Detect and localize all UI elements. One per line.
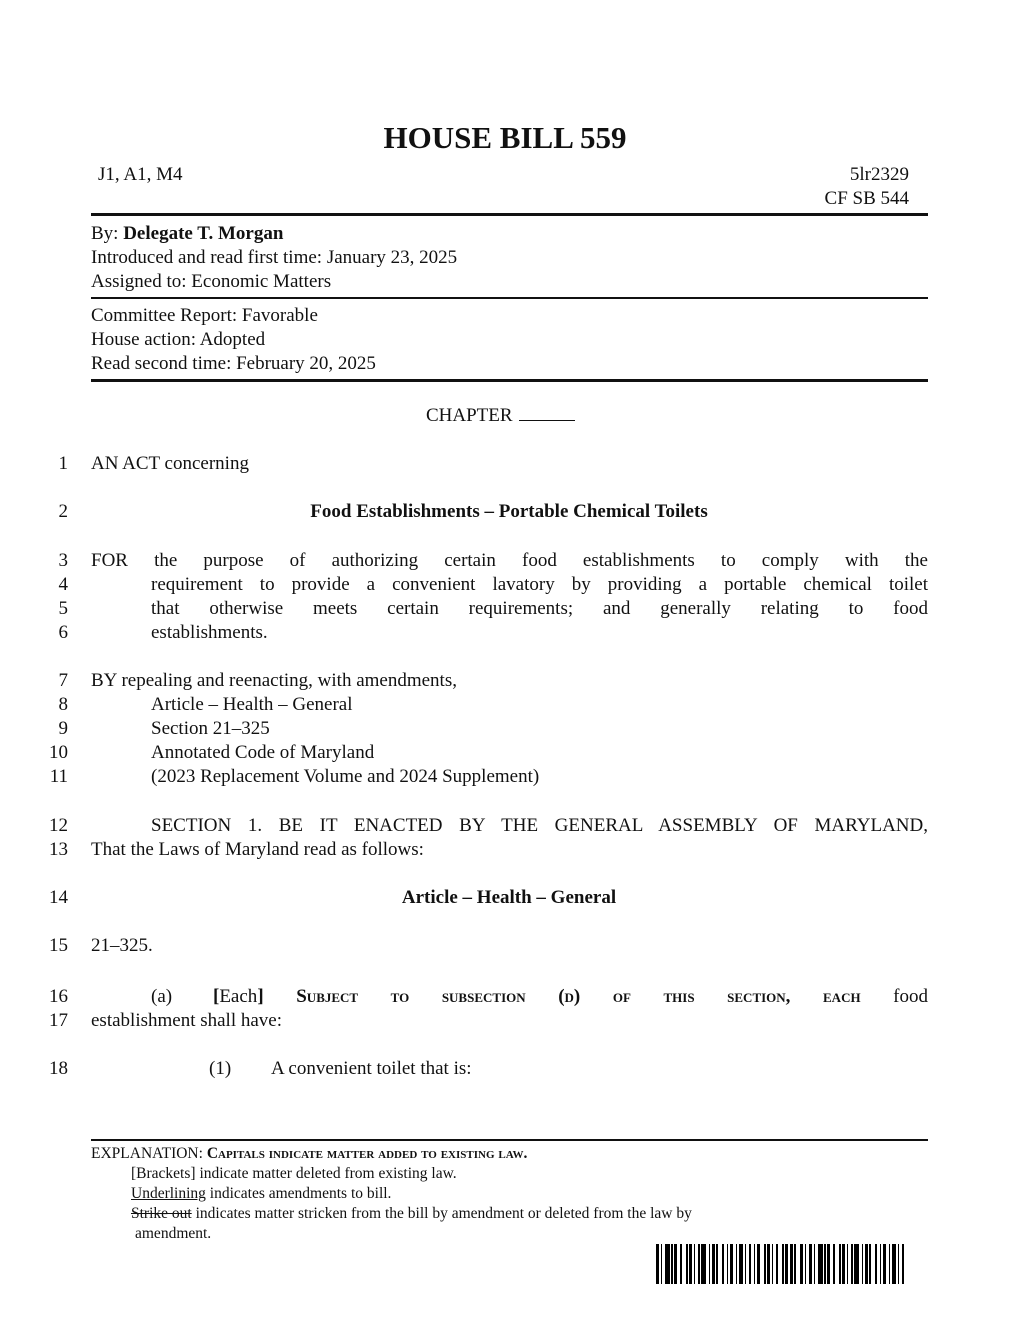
subsection-label: (a) — [151, 986, 173, 1007]
citation-line: Article – Health – General — [151, 694, 353, 715]
line-number: 18 — [49, 1058, 68, 1079]
introduced-date: Introduced and read first time: January 23, 2025 — [91, 247, 458, 268]
barcode-bar — [833, 1244, 835, 1284]
explanation-rule — [91, 1139, 928, 1141]
underlining-word: Underlining — [131, 1185, 206, 1202]
barcode-bar — [661, 1244, 663, 1284]
barcode-bar — [869, 1244, 871, 1284]
barcode-bar — [842, 1244, 845, 1284]
purpose-line: establishments. — [151, 622, 268, 643]
barcode-bar — [782, 1244, 784, 1284]
brackets-word: [Brackets] — [131, 1165, 196, 1182]
barcode-bar — [749, 1244, 751, 1284]
barcode-bar — [880, 1244, 882, 1284]
line-number: 2 — [58, 501, 68, 522]
open-bracket: [ — [213, 986, 220, 1007]
act-concerning: AN ACT concerning — [91, 453, 249, 474]
bill-subject-title: Food Establishments – Portable Chemical Toilets — [310, 501, 708, 522]
sponsor-name: Delegate T. Morgan — [123, 223, 284, 244]
item-label: (1) — [209, 1058, 232, 1079]
barcode-bar — [827, 1244, 830, 1284]
barcode — [656, 1244, 904, 1284]
barcode-bar — [851, 1244, 853, 1284]
explanation-label: EXPLANATION: — [91, 1145, 203, 1162]
chapter-blank — [519, 404, 575, 421]
line-number: 12 — [49, 815, 68, 836]
line-number: 17 — [49, 1010, 68, 1031]
barcode-bar — [818, 1244, 823, 1284]
barcode-bar — [694, 1244, 696, 1284]
explanation-line — [91, 1144, 527, 1164]
line-number: 6 — [58, 622, 68, 643]
barcode-bar — [686, 1244, 688, 1284]
barcode-bar — [709, 1244, 711, 1284]
sponsor-rule — [91, 297, 928, 299]
barcode-bar — [754, 1244, 756, 1284]
barcode-bar — [814, 1244, 816, 1284]
barcode-bar — [824, 1244, 826, 1284]
subsection-a-line — [213, 985, 928, 1009]
capitals-note: Capitals indicate matter added to existing law. — [206, 1145, 528, 1162]
brackets-note — [131, 1164, 457, 1184]
barcode-bar — [772, 1244, 774, 1284]
barcode-bar — [757, 1244, 760, 1284]
brackets-text: indicate matter deleted from existing law. — [199, 1165, 457, 1182]
by-label: By: — [91, 223, 119, 244]
purpose-line: requirement to provide a convenient lavatory by providing a portable chemical toilet — [151, 574, 928, 595]
barcode-bar — [736, 1244, 738, 1284]
barcode-bar — [865, 1244, 868, 1284]
line-number: 9 — [58, 718, 68, 739]
barcode-bar — [701, 1244, 706, 1284]
deleted-text: Each — [219, 986, 258, 1007]
barcode-bar — [847, 1244, 849, 1284]
barcode-bar — [776, 1244, 778, 1284]
underlining-text: indicates amendments to bill. — [209, 1185, 392, 1202]
barcode-bar — [898, 1244, 900, 1284]
barcode-bar — [839, 1244, 841, 1284]
barcode-bar — [689, 1244, 692, 1284]
barcode-bar — [674, 1244, 677, 1284]
line-number: 4 — [58, 574, 68, 595]
item-text: A convenient toilet that is: — [271, 1058, 472, 1079]
sponsor-line — [91, 222, 283, 246]
barcode-bar — [722, 1244, 724, 1284]
chapter-label: CHAPTER — [426, 405, 513, 426]
repeal-clause: BY repealing and reenacting, with amendments, — [91, 670, 457, 691]
barcode-bar — [790, 1244, 793, 1284]
barcode-bar — [745, 1244, 747, 1284]
barcode-bar — [730, 1244, 733, 1284]
barcode-bar — [854, 1244, 859, 1284]
chapter-line — [426, 404, 575, 428]
assigned-committee: Assigned to: Economic Matters — [91, 271, 332, 292]
barcode-bar — [862, 1244, 864, 1284]
line-number: 11 — [49, 766, 68, 787]
section-number: 21–325. — [91, 935, 153, 956]
citation-line: (2023 Replacement Volume and 2024 Supplement) — [151, 766, 540, 787]
line-number: 7 — [58, 670, 68, 691]
barcode-bar — [875, 1244, 877, 1284]
line-number: 14 — [49, 887, 68, 908]
barcode-bar — [680, 1244, 682, 1284]
barcode-bar — [805, 1244, 807, 1284]
barcode-bar — [889, 1244, 891, 1284]
line-number: 5 — [58, 598, 68, 619]
document-number: 5lr2329 — [849, 164, 909, 185]
strike-note-cont: amendment. — [135, 1225, 212, 1242]
line-number: 13 — [49, 839, 68, 860]
article-heading: Article – Health – General — [401, 887, 617, 908]
purpose-line: FOR the purpose of authorizing certain food establishments to comply with the — [91, 550, 928, 571]
barcode-bar — [671, 1244, 673, 1284]
enacting-clause: That the Laws of Maryland read as follows: — [91, 839, 424, 860]
barcode-bar — [902, 1244, 904, 1284]
barcode-bar — [892, 1244, 897, 1284]
barcode-bar — [665, 1244, 670, 1284]
second-reading: Read second time: February 20, 2025 — [91, 353, 376, 374]
barcode-bar — [800, 1244, 803, 1284]
subsection-a-line2: establishment shall have: — [91, 1010, 283, 1031]
committee-report: Committee Report: Favorable — [91, 305, 318, 326]
barcode-bar — [785, 1244, 788, 1284]
barcode-bar — [809, 1244, 812, 1284]
strike-text: indicates matter stricken from the bill by amendment or deleted from the law by — [195, 1205, 692, 1222]
barcode-bar — [767, 1244, 770, 1284]
barcode-bar — [716, 1244, 718, 1284]
line-number: 8 — [58, 694, 68, 715]
barcode-bar — [656, 1244, 659, 1284]
barcode-bar — [794, 1244, 796, 1284]
subject-codes: J1, A1, M4 — [98, 164, 183, 185]
barcode-bar — [712, 1244, 715, 1284]
line-number: 1 — [58, 453, 68, 474]
line-number: 15 — [49, 935, 68, 956]
added-text: Subject to subsection (d) of this section, each — [296, 986, 861, 1007]
barcode-bar — [883, 1244, 886, 1284]
citation-line: Annotated Code of Maryland — [151, 742, 375, 763]
house-action: House action: Adopted — [91, 329, 266, 350]
cross-file: CF SB 544 — [824, 188, 909, 209]
bill-title-heading: HOUSE BILL 559 — [383, 120, 627, 155]
committee-rule — [91, 379, 928, 382]
line-number: 3 — [58, 550, 68, 571]
enacting-clause: SECTION 1. BE IT ENACTED BY THE GENERAL ASSEMBLY OF MARYLAND, — [151, 815, 928, 836]
underlining-note — [131, 1184, 391, 1204]
line-number: 16 — [49, 986, 68, 1007]
barcode-bar — [727, 1244, 729, 1284]
header-rule — [91, 213, 928, 216]
strike-note — [131, 1204, 692, 1224]
barcode-bar — [764, 1244, 766, 1284]
strike-word: Strike out — [131, 1205, 192, 1222]
close-bracket: ] — [257, 986, 264, 1007]
line-number: 10 — [49, 742, 68, 763]
barcode-bar — [698, 1244, 700, 1284]
remaining-text: food — [893, 986, 928, 1007]
purpose-line: that otherwise meets certain requirements; and generally relating to food — [151, 598, 928, 619]
barcode-bar — [739, 1244, 744, 1284]
citation-line: Section 21–325 — [151, 718, 270, 739]
